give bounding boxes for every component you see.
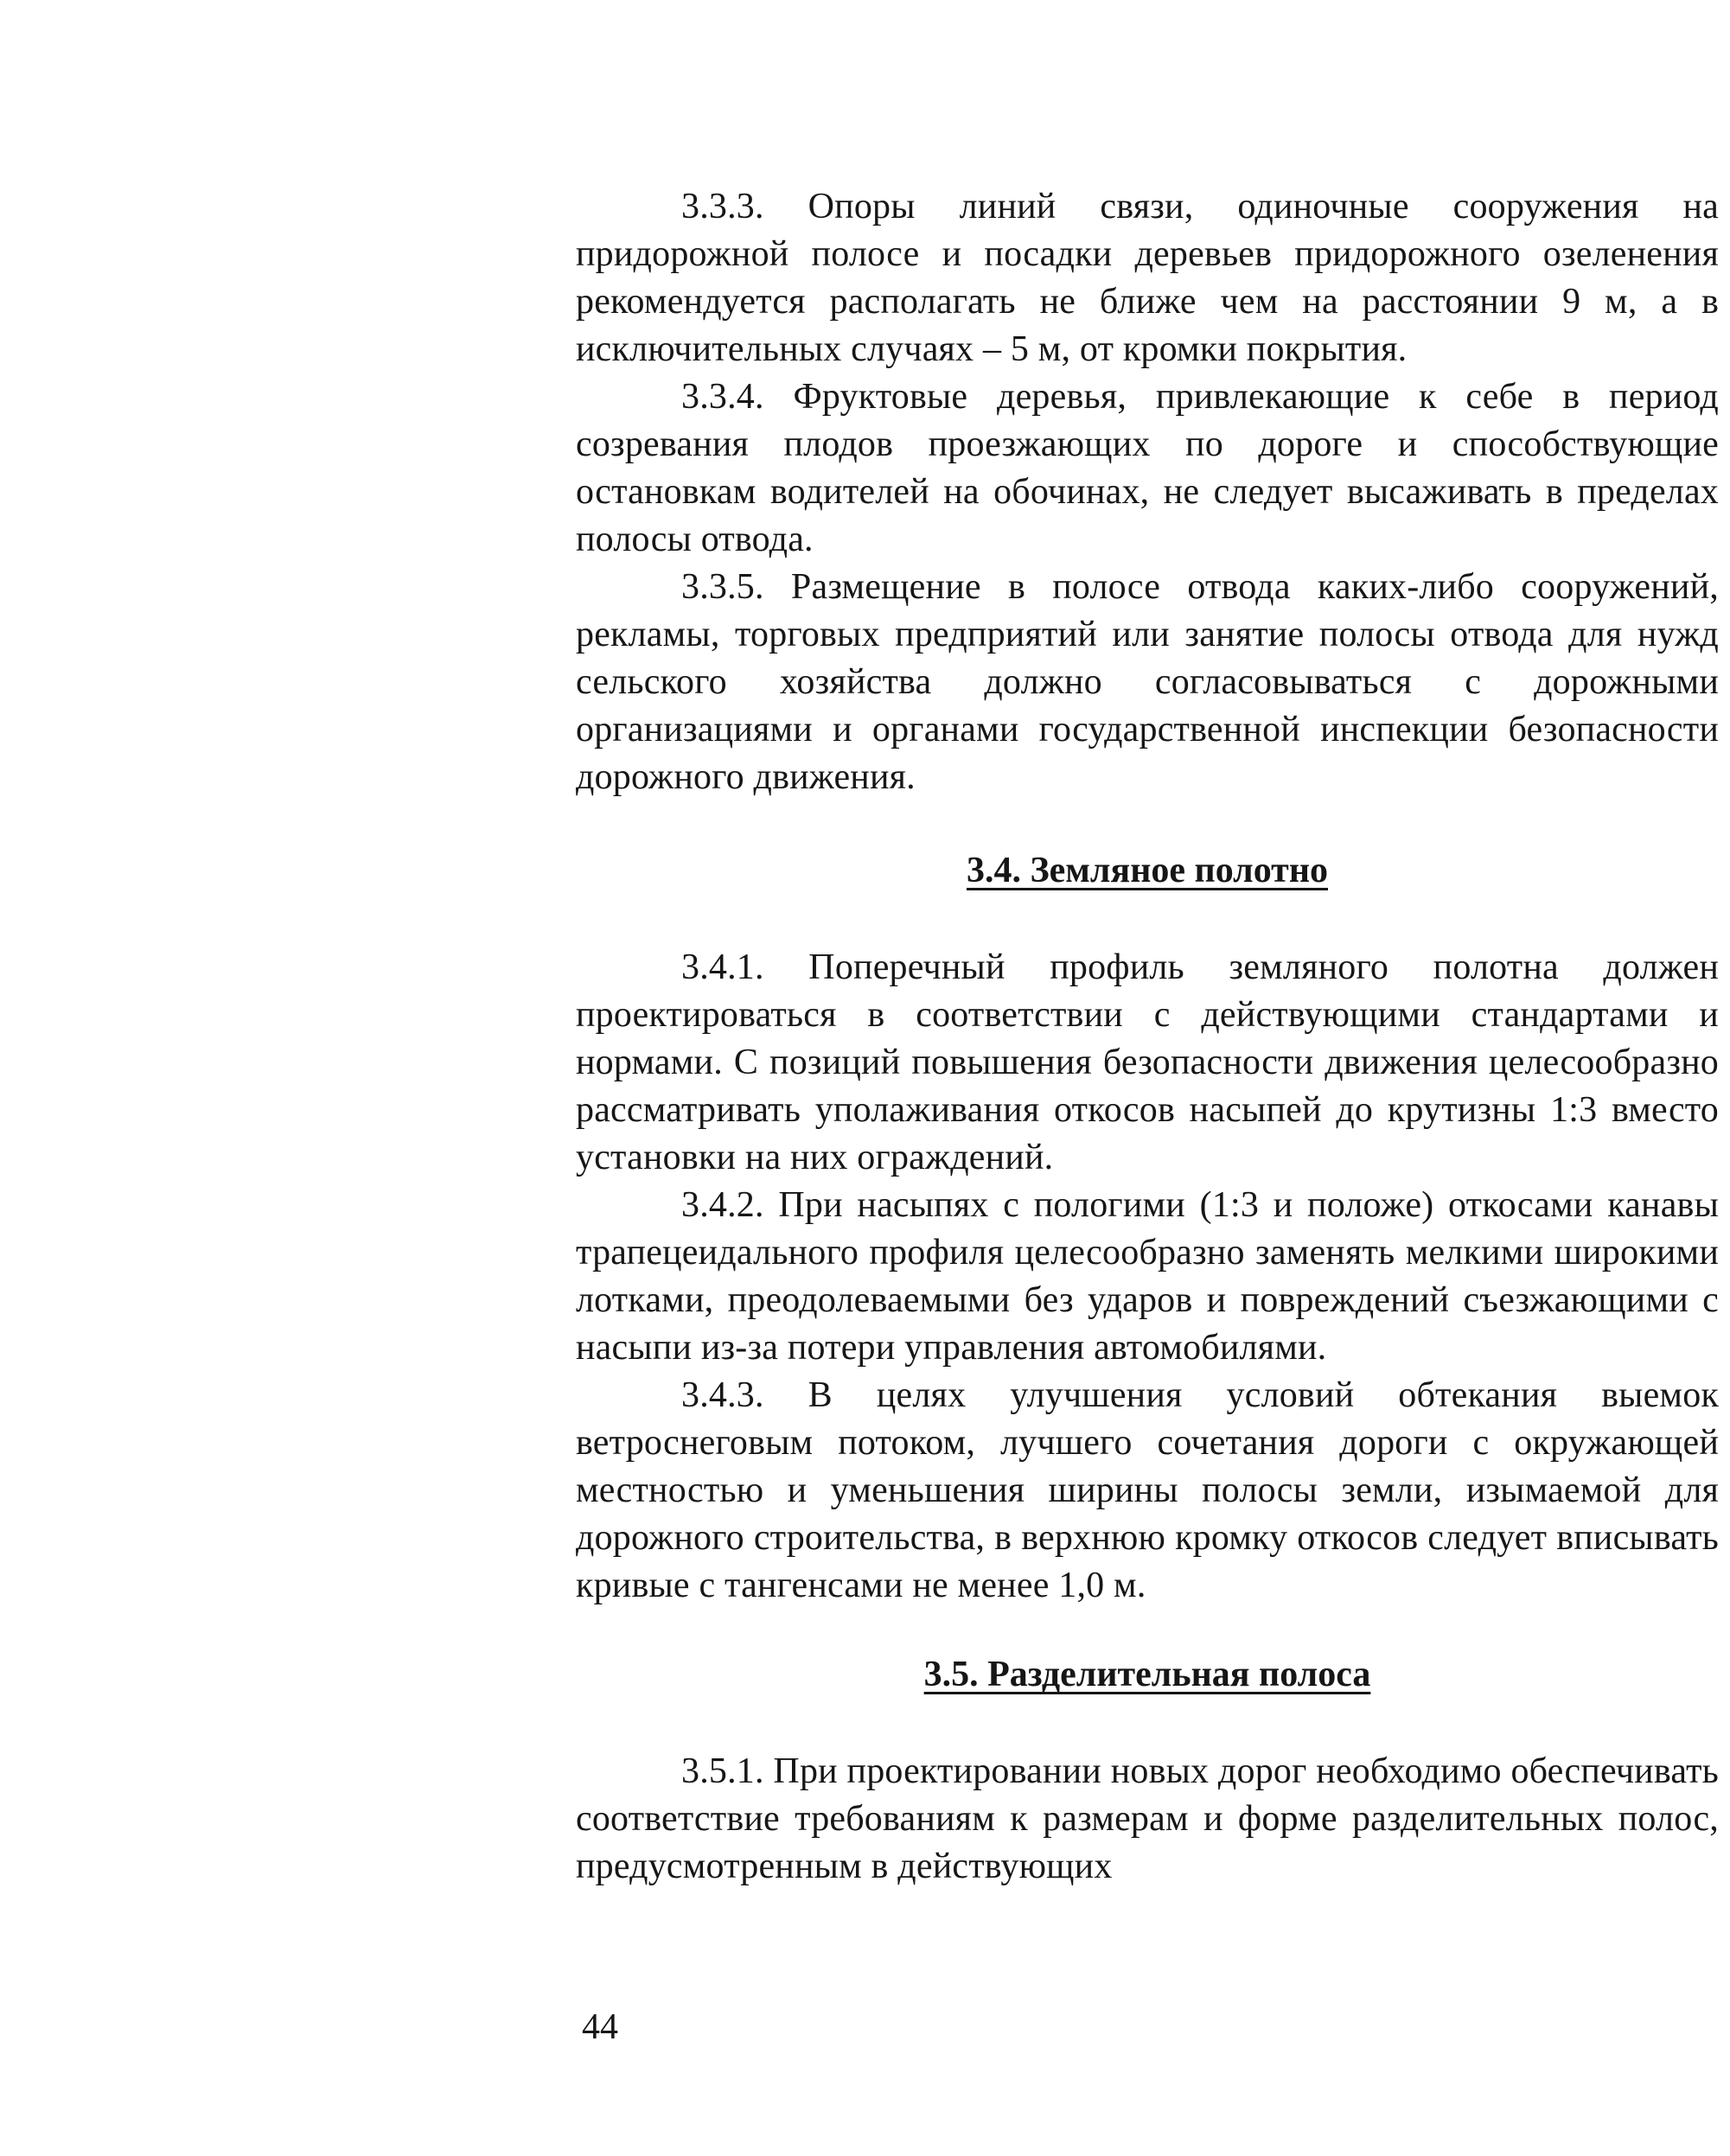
paragraph-3-4-1: 3.4.1. Поперечный профиль земляного полотна должен проектироваться в соответствии с действующими стандартами и нормами. С позиций повышения безопасности движения целесообразно рассматривать уполаживания откосов насыпей до крутизны 1:3 вместо установки на них ограждений. bbox=[576, 947, 1719, 1177]
paragraph-3-5-1: 3.5.1. При проектировании новых дорог необходимо обеспечивать соответствие требованиям к размерам и форме разделительных полос, предусмотренным в действующих bbox=[576, 1751, 1719, 1886]
paragraph-3-4-2: 3.4.2. При насыпях с пологими (1:3 и положе) откосами канавы трапецеидального профиля целесообразно заменять мелкими широкими лотками, преодолеваемыми без ударов и повреждений съезжающими с насыпи из-за потери управления автомобилями. bbox=[576, 1185, 1719, 1368]
section-3-4-body bbox=[576, 944, 1719, 1610]
page-number: 44 bbox=[582, 2007, 618, 2047]
paragraph-3-3-3: 3.3.3. Опоры линий связи, одиночные сооружения на придорожной полосе и посадки деревьев придорожного озеленения рекомендуется располагать не ближе чем на расстоянии 9 м, а в исключительных случаях – 5 м, от кромки покрытия. bbox=[576, 187, 1719, 369]
paragraph-3-3-4: 3.3.4. Фруктовые деревья, привлекающие к себе в период созревания плодов проезжающих по дороге и способствующие остановкам водителей на обочинах, не следует высаживать в пределах полосы отвода. bbox=[576, 377, 1719, 559]
paragraph-3-4-3: 3.4.3. В целях улучшения условий обтекания выемок ветроснеговым потоком, лучшего сочетания дороги с окружающей местностью и уменьшения ширины полосы земли, изымаемой для дорожного строительства, в верхнюю кромку откосов следует вписывать кривые с тангенсами не менее 1,0 м. bbox=[576, 1375, 1719, 1605]
section-3-3-body bbox=[576, 183, 1719, 801]
section-3-4-heading: 3.4. Земляное полотно bbox=[966, 851, 1329, 890]
paragraph-3-3-5: 3.3.5. Размещение в полосе отвода каких-либо сооружений, рекламы, торговых предприятий или занятие полосы отвода для нужд сельского хозяйства должно согласовываться с дорожными организациями и органами государственной инспекции безопасности дорожного движения. bbox=[576, 567, 1719, 797]
section-3-5-heading: 3.5. Разделительная полоса bbox=[923, 1655, 1371, 1694]
section-3-5-body bbox=[576, 1748, 1719, 1891]
